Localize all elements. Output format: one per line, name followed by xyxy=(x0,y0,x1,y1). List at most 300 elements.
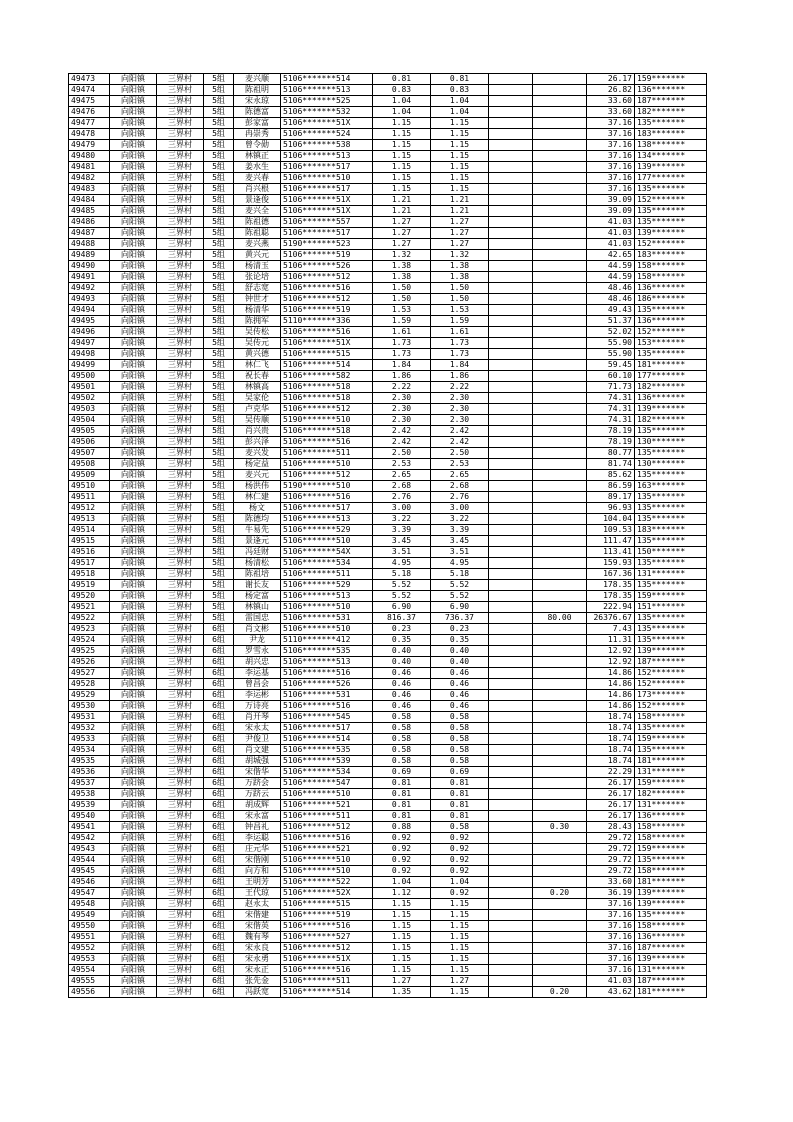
village-cell: 三界村 xyxy=(157,470,204,481)
row-number-cell: 49478 xyxy=(69,129,110,140)
town-cell: 向阳镇 xyxy=(110,866,157,877)
village-cell: 三界村 xyxy=(157,635,204,646)
area-total-cell: 1.27 xyxy=(373,228,431,239)
amount-cell: 36.19 xyxy=(587,888,635,899)
id-number-cell: 5106*******512 xyxy=(281,470,373,481)
village-cell: 三界村 xyxy=(157,151,204,162)
area-b-cell xyxy=(489,492,533,503)
village-cell: 三界村 xyxy=(157,283,204,294)
area-a-cell: 1.04 xyxy=(431,107,489,118)
table-row xyxy=(69,756,707,767)
town-cell: 向阳镇 xyxy=(110,503,157,514)
town-cell: 向阳镇 xyxy=(110,162,157,173)
id-number-cell: 5106*******516 xyxy=(281,701,373,712)
table-row xyxy=(69,569,707,580)
village-cell: 三界村 xyxy=(157,250,204,261)
group-cell: 5组 xyxy=(204,371,234,382)
group-cell: 5组 xyxy=(204,239,234,250)
area-a-cell: 1.38 xyxy=(431,272,489,283)
name-cell: 陈祖德 xyxy=(234,217,281,228)
group-cell: 5组 xyxy=(204,129,234,140)
table-row xyxy=(69,844,707,855)
area-total-cell: 1.15 xyxy=(373,899,431,910)
village-cell: 三界村 xyxy=(157,371,204,382)
village-cell: 三界村 xyxy=(157,591,204,602)
village-cell: 三界村 xyxy=(157,525,204,536)
area-total-cell: 0.58 xyxy=(373,712,431,723)
phone-cell: 183******* xyxy=(635,129,707,140)
phone-cell: 139******* xyxy=(635,899,707,910)
area-b-cell xyxy=(489,261,533,272)
area-c-cell xyxy=(533,833,587,844)
group-cell: 5组 xyxy=(204,162,234,173)
table-row xyxy=(69,591,707,602)
village-cell: 三界村 xyxy=(157,85,204,96)
area-total-cell: 2.22 xyxy=(373,382,431,393)
amount-cell: 14.86 xyxy=(587,668,635,679)
area-c-cell xyxy=(533,228,587,239)
row-number-cell: 49498 xyxy=(69,349,110,360)
row-number-cell: 49483 xyxy=(69,184,110,195)
name-cell: 景逢元 xyxy=(234,536,281,547)
table-row xyxy=(69,349,707,360)
area-total-cell: 1.27 xyxy=(373,217,431,228)
amount-cell: 89.17 xyxy=(587,492,635,503)
town-cell: 向阳镇 xyxy=(110,833,157,844)
phone-cell: 181******* xyxy=(635,877,707,888)
area-a-cell: 0.92 xyxy=(431,866,489,877)
area-a-cell: 0.40 xyxy=(431,657,489,668)
area-total-cell: 1.73 xyxy=(373,338,431,349)
phone-cell: 135******* xyxy=(635,580,707,591)
area-a-cell: 1.27 xyxy=(431,976,489,987)
area-b-cell xyxy=(489,239,533,250)
amount-cell: 29.72 xyxy=(587,855,635,866)
area-a-cell: 1.15 xyxy=(431,954,489,965)
area-c-cell xyxy=(533,437,587,448)
name-cell: 李运聪 xyxy=(234,833,281,844)
row-number-cell: 49542 xyxy=(69,833,110,844)
town-cell: 向阳镇 xyxy=(110,195,157,206)
row-number-cell: 49536 xyxy=(69,767,110,778)
group-cell: 6组 xyxy=(204,822,234,833)
phone-cell: 158******* xyxy=(635,272,707,283)
town-cell: 向阳镇 xyxy=(110,679,157,690)
table-row xyxy=(69,481,707,492)
id-number-cell: 5106*******518 xyxy=(281,426,373,437)
phone-cell: 187******* xyxy=(635,657,707,668)
group-cell: 6组 xyxy=(204,965,234,976)
area-a-cell: 0.46 xyxy=(431,668,489,679)
id-number-cell: 5106*******514 xyxy=(281,987,373,998)
amount-cell: 37.16 xyxy=(587,129,635,140)
id-number-cell: 5106*******519 xyxy=(281,250,373,261)
name-cell: 林仁飞 xyxy=(234,360,281,371)
id-number-cell: 5106*******513 xyxy=(281,657,373,668)
row-number-cell: 49511 xyxy=(69,492,110,503)
area-total-cell: 2.68 xyxy=(373,481,431,492)
area-b-cell xyxy=(489,349,533,360)
area-b-cell xyxy=(489,800,533,811)
name-cell: 麦兴顺 xyxy=(234,74,281,85)
town-cell: 向阳镇 xyxy=(110,283,157,294)
area-b-cell xyxy=(489,250,533,261)
name-cell: 牛易先 xyxy=(234,525,281,536)
area-total-cell: 4.95 xyxy=(373,558,431,569)
table-row xyxy=(69,184,707,195)
table-row xyxy=(69,767,707,778)
row-number-cell: 49479 xyxy=(69,140,110,151)
phone-cell: 135******* xyxy=(635,558,707,569)
area-total-cell: 1.50 xyxy=(373,283,431,294)
name-cell: 冯跃宽 xyxy=(234,987,281,998)
area-total-cell: 0.92 xyxy=(373,855,431,866)
area-a-cell: 0.58 xyxy=(431,756,489,767)
phone-cell: 136******* xyxy=(635,85,707,96)
area-a-cell: 2.50 xyxy=(431,448,489,459)
village-cell: 三界村 xyxy=(157,558,204,569)
village-cell: 三界村 xyxy=(157,811,204,822)
area-b-cell xyxy=(489,316,533,327)
row-number-cell: 49496 xyxy=(69,327,110,338)
table-row xyxy=(69,965,707,976)
town-cell: 向阳镇 xyxy=(110,96,157,107)
table-row xyxy=(69,217,707,228)
phone-cell: 181******* xyxy=(635,756,707,767)
area-a-cell: 1.15 xyxy=(431,932,489,943)
area-a-cell: 1.15 xyxy=(431,943,489,954)
area-a-cell: 0.81 xyxy=(431,74,489,85)
group-cell: 5组 xyxy=(204,118,234,129)
amount-cell: 74.31 xyxy=(587,415,635,426)
area-c-cell xyxy=(533,877,587,888)
village-cell: 三界村 xyxy=(157,657,204,668)
table-row xyxy=(69,877,707,888)
row-number-cell: 49550 xyxy=(69,921,110,932)
area-a-cell: 0.46 xyxy=(431,690,489,701)
area-c-cell xyxy=(533,503,587,514)
area-a-cell: 0.69 xyxy=(431,767,489,778)
row-number-cell: 49528 xyxy=(69,679,110,690)
area-total-cell: 1.04 xyxy=(373,96,431,107)
area-a-cell: 3.45 xyxy=(431,536,489,547)
amount-cell: 80.77 xyxy=(587,448,635,459)
name-cell: 宋偕英 xyxy=(234,921,281,932)
name-cell: 宋永勇 xyxy=(234,954,281,965)
group-cell: 6组 xyxy=(204,866,234,877)
group-cell: 6组 xyxy=(204,976,234,987)
village-cell: 三界村 xyxy=(157,162,204,173)
name-cell: 林镇正 xyxy=(234,151,281,162)
area-total-cell: 1.15 xyxy=(373,118,431,129)
town-cell: 向阳镇 xyxy=(110,855,157,866)
area-b-cell xyxy=(489,602,533,613)
area-c-cell xyxy=(533,272,587,283)
group-cell: 5组 xyxy=(204,503,234,514)
phone-cell: 136******* xyxy=(635,393,707,404)
area-c-cell xyxy=(533,624,587,635)
area-a-cell: 1.21 xyxy=(431,195,489,206)
village-cell: 三界村 xyxy=(157,140,204,151)
name-cell: 胡成辉 xyxy=(234,800,281,811)
area-c-cell xyxy=(533,910,587,921)
area-total-cell: 0.46 xyxy=(373,679,431,690)
table-row xyxy=(69,140,707,151)
amount-cell: 109.53 xyxy=(587,525,635,536)
group-cell: 5组 xyxy=(204,437,234,448)
village-cell: 三界村 xyxy=(157,96,204,107)
row-number-cell: 49548 xyxy=(69,899,110,910)
name-cell: 李运基 xyxy=(234,668,281,679)
name-cell: 庄元华 xyxy=(234,844,281,855)
town-cell: 向阳镇 xyxy=(110,426,157,437)
row-number-cell: 49519 xyxy=(69,580,110,591)
area-b-cell xyxy=(489,327,533,338)
village-cell: 三界村 xyxy=(157,745,204,756)
area-b-cell xyxy=(489,921,533,932)
table-row xyxy=(69,470,707,481)
area-total-cell: 5.18 xyxy=(373,569,431,580)
village-cell: 三界村 xyxy=(157,316,204,327)
amount-cell: 37.16 xyxy=(587,173,635,184)
town-cell: 向阳镇 xyxy=(110,415,157,426)
row-number-cell: 49477 xyxy=(69,118,110,129)
id-number-cell: 5106*******51X xyxy=(281,206,373,217)
village-cell: 三界村 xyxy=(157,679,204,690)
village-cell: 三界村 xyxy=(157,800,204,811)
area-total-cell: 1.15 xyxy=(373,140,431,151)
table-row xyxy=(69,547,707,558)
name-cell: 陈祖聪 xyxy=(234,228,281,239)
phone-cell: 159******* xyxy=(635,74,707,85)
town-cell: 向阳镇 xyxy=(110,437,157,448)
table-row xyxy=(69,459,707,470)
name-cell: 吴传松 xyxy=(234,327,281,338)
town-cell: 向阳镇 xyxy=(110,151,157,162)
name-cell: 宋永正 xyxy=(234,965,281,976)
table-row xyxy=(69,635,707,646)
area-total-cell: 0.46 xyxy=(373,668,431,679)
row-number-cell: 49481 xyxy=(69,162,110,173)
area-c-cell xyxy=(533,767,587,778)
town-cell: 向阳镇 xyxy=(110,184,157,195)
group-cell: 6组 xyxy=(204,646,234,657)
area-total-cell: 0.58 xyxy=(373,756,431,767)
area-b-cell xyxy=(489,932,533,943)
phone-cell: 152******* xyxy=(635,701,707,712)
area-total-cell: 1.15 xyxy=(373,129,431,140)
id-number-cell: 5110*******336 xyxy=(281,316,373,327)
area-total-cell: 1.15 xyxy=(373,932,431,943)
area-b-cell xyxy=(489,899,533,910)
village-cell: 三界村 xyxy=(157,338,204,349)
area-c-cell xyxy=(533,261,587,272)
area-a-cell: 0.40 xyxy=(431,646,489,657)
town-cell: 向阳镇 xyxy=(110,778,157,789)
row-number-cell: 49485 xyxy=(69,206,110,217)
village-cell: 三界村 xyxy=(157,987,204,998)
phone-cell: 151******* xyxy=(635,602,707,613)
id-number-cell: 5106*******526 xyxy=(281,679,373,690)
id-number-cell: 5106*******582 xyxy=(281,371,373,382)
area-a-cell: 1.84 xyxy=(431,360,489,371)
group-cell: 5组 xyxy=(204,173,234,184)
village-cell: 三界村 xyxy=(157,723,204,734)
name-cell: 林镇山 xyxy=(234,602,281,613)
area-a-cell: 4.95 xyxy=(431,558,489,569)
amount-cell: 33.60 xyxy=(587,877,635,888)
id-number-cell: 5106*******517 xyxy=(281,503,373,514)
town-cell: 向阳镇 xyxy=(110,217,157,228)
name-cell: 黄兴元 xyxy=(234,250,281,261)
row-number-cell: 49502 xyxy=(69,393,110,404)
table-row xyxy=(69,899,707,910)
area-total-cell: 1.15 xyxy=(373,921,431,932)
area-a-cell: 1.15 xyxy=(431,965,489,976)
area-c-cell xyxy=(533,866,587,877)
town-cell: 向阳镇 xyxy=(110,140,157,151)
phone-cell: 135******* xyxy=(635,503,707,514)
phone-cell: 135******* xyxy=(635,349,707,360)
name-cell: 彭家富 xyxy=(234,118,281,129)
area-total-cell: 1.21 xyxy=(373,195,431,206)
amount-cell: 33.60 xyxy=(587,96,635,107)
village-cell: 三界村 xyxy=(157,624,204,635)
town-cell: 向阳镇 xyxy=(110,756,157,767)
row-number-cell: 49523 xyxy=(69,624,110,635)
table-row xyxy=(69,107,707,118)
area-b-cell xyxy=(489,987,533,998)
phone-cell: 136******* xyxy=(635,811,707,822)
town-cell: 向阳镇 xyxy=(110,525,157,536)
area-c-cell xyxy=(533,547,587,558)
area-b-cell xyxy=(489,690,533,701)
area-a-cell: 2.53 xyxy=(431,459,489,470)
area-a-cell: 2.76 xyxy=(431,492,489,503)
area-total-cell: 1.59 xyxy=(373,316,431,327)
name-cell: 肖文彬 xyxy=(234,624,281,635)
table-row xyxy=(69,734,707,745)
amount-cell: 78.19 xyxy=(587,426,635,437)
table-body xyxy=(69,74,707,998)
id-number-cell: 5106*******532 xyxy=(281,107,373,118)
table-row xyxy=(69,514,707,525)
area-total-cell: 1.15 xyxy=(373,910,431,921)
phone-cell: 182******* xyxy=(635,382,707,393)
id-number-cell: 5106*******547 xyxy=(281,778,373,789)
table-row xyxy=(69,371,707,382)
table-row xyxy=(69,712,707,723)
name-cell: 宋偕刚 xyxy=(234,855,281,866)
row-number-cell: 49539 xyxy=(69,800,110,811)
area-b-cell xyxy=(489,85,533,96)
group-cell: 5组 xyxy=(204,415,234,426)
area-a-cell: 1.04 xyxy=(431,96,489,107)
area-b-cell xyxy=(489,536,533,547)
group-cell: 6组 xyxy=(204,690,234,701)
area-c-cell xyxy=(533,404,587,415)
area-b-cell xyxy=(489,96,533,107)
group-cell: 6组 xyxy=(204,734,234,745)
name-cell: 杨文 xyxy=(234,503,281,514)
area-c-cell xyxy=(533,129,587,140)
area-c-cell: 0.30 xyxy=(533,822,587,833)
area-total-cell: 0.83 xyxy=(373,85,431,96)
name-cell: 肖兴根 xyxy=(234,184,281,195)
area-a-cell: 0.92 xyxy=(431,833,489,844)
id-number-cell: 5106*******513 xyxy=(281,591,373,602)
row-number-cell: 49545 xyxy=(69,866,110,877)
id-number-cell: 5106*******557 xyxy=(281,217,373,228)
village-cell: 三界村 xyxy=(157,844,204,855)
area-total-cell: 2.50 xyxy=(373,448,431,459)
phone-cell: 158******* xyxy=(635,261,707,272)
group-cell: 5组 xyxy=(204,536,234,547)
area-c-cell xyxy=(533,173,587,184)
area-c-cell xyxy=(533,448,587,459)
village-cell: 三界村 xyxy=(157,327,204,338)
area-a-cell: 0.58 xyxy=(431,745,489,756)
id-number-cell: 5106*******51X xyxy=(281,338,373,349)
group-cell: 5组 xyxy=(204,228,234,239)
name-cell: 黄兴德 xyxy=(234,349,281,360)
id-number-cell: 5106*******517 xyxy=(281,723,373,734)
area-b-cell xyxy=(489,305,533,316)
phone-cell: 131******* xyxy=(635,767,707,778)
id-number-cell: 5106*******510 xyxy=(281,536,373,547)
name-cell: 赵永太 xyxy=(234,899,281,910)
area-b-cell xyxy=(489,888,533,899)
phone-cell: 158******* xyxy=(635,866,707,877)
table-row xyxy=(69,921,707,932)
name-cell: 王代琼 xyxy=(234,888,281,899)
id-number-cell: 5106*******517 xyxy=(281,228,373,239)
town-cell: 向阳镇 xyxy=(110,338,157,349)
row-number-cell: 49512 xyxy=(69,503,110,514)
table-row xyxy=(69,855,707,866)
area-b-cell xyxy=(489,294,533,305)
area-a-cell: 3.51 xyxy=(431,547,489,558)
group-cell: 6组 xyxy=(204,943,234,954)
town-cell: 向阳镇 xyxy=(110,514,157,525)
town-cell: 向阳镇 xyxy=(110,448,157,459)
phone-cell: 152******* xyxy=(635,239,707,250)
town-cell: 向阳镇 xyxy=(110,910,157,921)
village-cell: 三界村 xyxy=(157,976,204,987)
group-cell: 5组 xyxy=(204,338,234,349)
table-row xyxy=(69,866,707,877)
name-cell: 万跻会 xyxy=(234,778,281,789)
table-row xyxy=(69,679,707,690)
group-cell: 6组 xyxy=(204,635,234,646)
name-cell: 胡兴忠 xyxy=(234,657,281,668)
amount-cell: 12.92 xyxy=(587,646,635,657)
area-c-cell xyxy=(533,415,587,426)
area-b-cell xyxy=(489,844,533,855)
area-b-cell xyxy=(489,74,533,85)
amount-cell: 37.16 xyxy=(587,151,635,162)
name-cell: 宋偕建 xyxy=(234,910,281,921)
group-cell: 6组 xyxy=(204,932,234,943)
name-cell: 张论培 xyxy=(234,272,281,283)
area-b-cell xyxy=(489,789,533,800)
amount-cell: 37.16 xyxy=(587,118,635,129)
area-c-cell xyxy=(533,349,587,360)
table-row xyxy=(69,206,707,217)
group-cell: 5组 xyxy=(204,613,234,624)
row-number-cell: 49551 xyxy=(69,932,110,943)
table-row xyxy=(69,426,707,437)
